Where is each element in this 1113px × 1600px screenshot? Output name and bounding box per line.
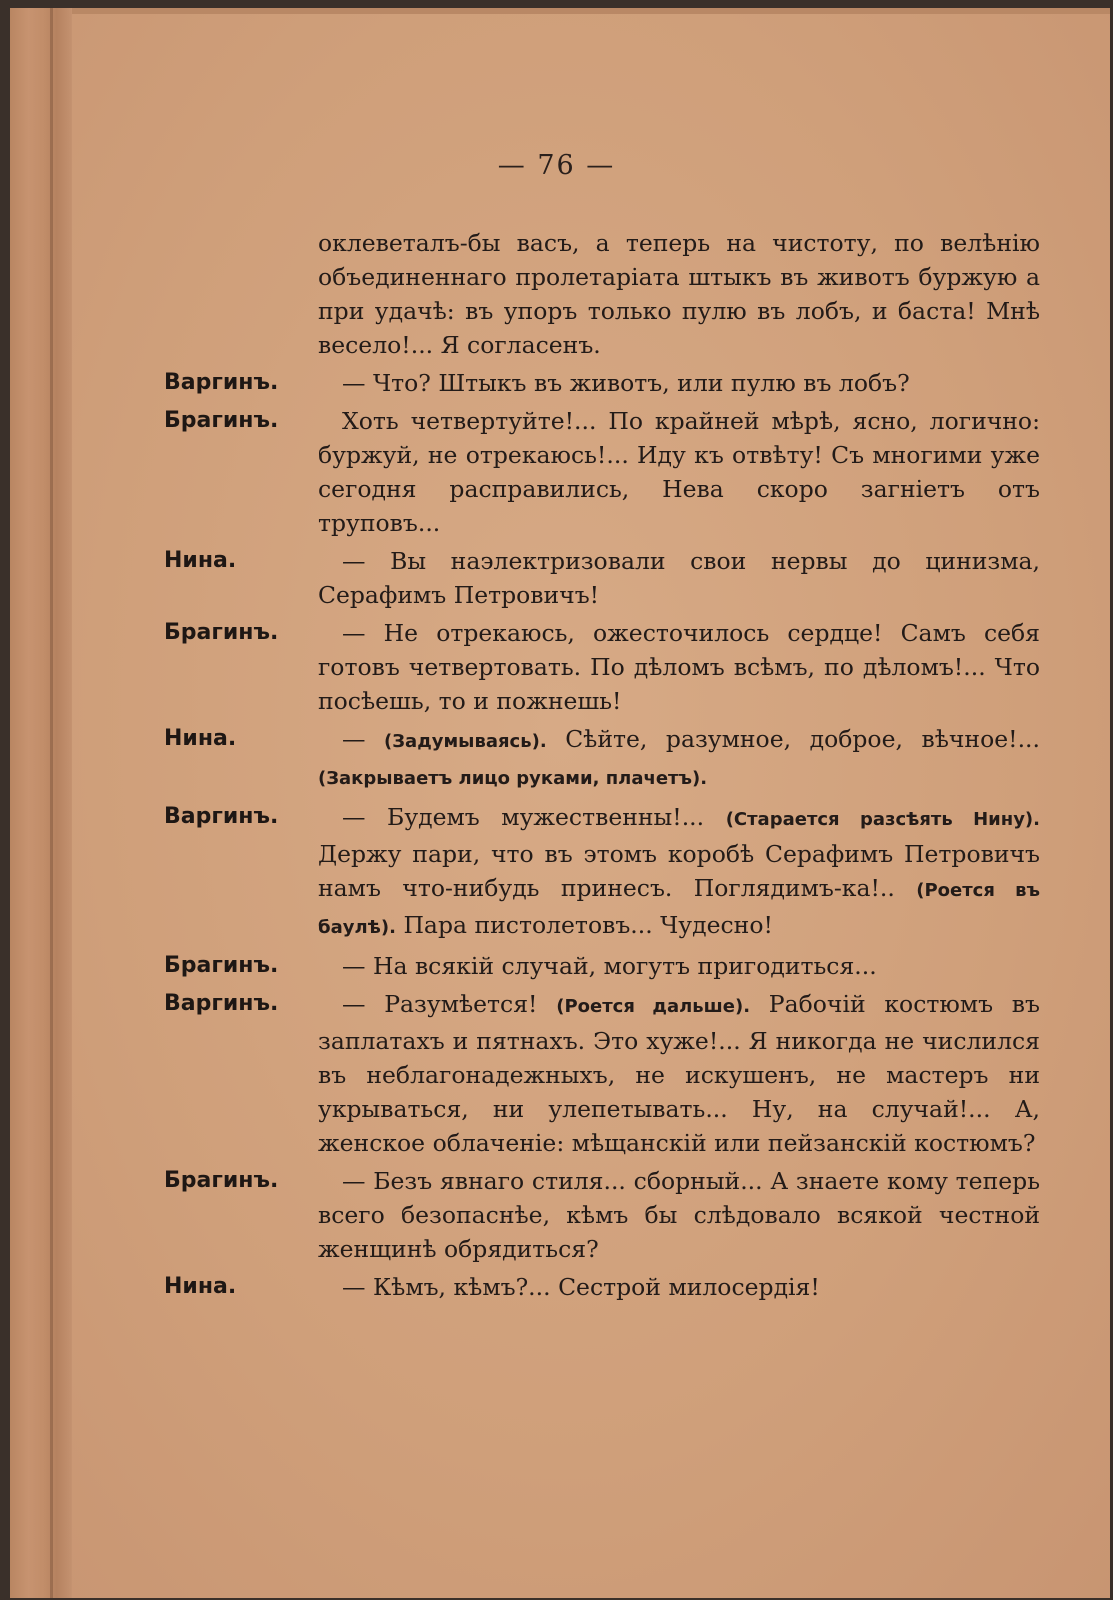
dialogue-text: Хоть четвертуйте!... По крайней мѣрѣ, ясно, логично: буржуй, не отрекаюсь!... Иду къ отвѣту! Съ многими уже сегодня расправились, Нева скоро загніетъ отъ труповъ... <box>318 407 1040 537</box>
dialogue-entry <box>0 226 1113 362</box>
dialogue-segment: — Будемъ мужественны!... <box>342 803 705 831</box>
speaker-name: Варгинъ. <box>164 991 279 1016</box>
stage-direction: (Старается разсѣять Нину). <box>725 809 1040 830</box>
speaker-name: Варгинъ. <box>164 804 279 829</box>
speaker-name: Варгинъ. <box>164 370 279 395</box>
dialogue-segment: — <box>342 725 366 753</box>
dialogue-segment: — Разумѣется! <box>342 990 538 1018</box>
dialogue-text: — На всякій случай, могутъ пригодиться... <box>342 952 877 980</box>
dialogue-segment: Пара пистолетовъ... Чудесно! <box>403 911 773 939</box>
speaker-name: Брагинъ. <box>164 953 279 978</box>
dialogue-text: — Вы наэлектризовали свои нервы до цинизма, Серафимъ Петровичъ! <box>318 547 1040 609</box>
dialogue-entry <box>0 722 1113 796</box>
dialogue-entry <box>0 800 1113 945</box>
dialogue-entry <box>0 404 1113 540</box>
page-top-edge <box>10 8 1110 14</box>
speaker-name: Нина. <box>164 1274 237 1299</box>
speaker-name: Брагинъ. <box>164 1168 279 1193</box>
stage-direction: (Закрываетъ лицо руками, плачетъ). <box>318 768 708 789</box>
stage-direction: (Задумываясь). <box>384 731 547 752</box>
dialogue-segment: Держу пари, что въ этомъ коробѣ Серафимъ Петровичъ намъ что-нибудь принесъ. Поглядимъ-ка!.. <box>318 840 1040 902</box>
dialogue-text: оклеветалъ-бы васъ, а теперь на чистоту, по велѣнію объединеннаго пролетаріата штыкъ въ животъ буржую а при удачѣ: въ упоръ только пулю въ лобъ, и баста! Мнѣ весело!... Я согласенъ. <box>318 229 1040 359</box>
dialogue-segment: Рабочій костюмъ въ заплатахъ и пятнахъ. Это хуже!... Я никогда не числился въ неблагонадежныхъ, не искушенъ, не мастеръ ни укрываться, ни улепетывать... Ну, на случай!... А, женское облаченіе: мѣщанскій или пейзанскій костюмъ? <box>318 990 1040 1157</box>
dialogue-text <box>318 987 1040 1160</box>
stage-direction: (Роется въ баулѣ). <box>318 880 1040 938</box>
dialogue-entry <box>0 1164 1113 1266</box>
speaker-name: Брагинъ. <box>164 620 279 645</box>
speaker-name: Брагинъ. <box>164 408 279 433</box>
speaker-name: Нина. <box>164 726 237 751</box>
dialogue-text: — Что? Штыкъ въ животъ, или пулю въ лобъ? <box>342 369 910 397</box>
dialogue-segment: Сѣйте, разумное, доброе, вѣчное!... <box>565 725 1040 753</box>
dialogue-text: — Не отрекаюсь, ожесточилось сердце! Самъ себя готовъ четвертовать. По дѣломъ всѣмъ, по дѣломъ!... Что посѣешь, то и пожнешь! <box>318 619 1040 715</box>
dialogue-text <box>318 800 1040 945</box>
dialogue-entry <box>0 1270 1113 1304</box>
stage-direction: (Роется дальше). <box>556 996 751 1017</box>
dialogue-text: — Безъ явнаго стиля... сборный... А знаете кому теперь всего безопаснѣе, кѣмъ бы слѣдовало всякой честной женщинѣ обрядиться? <box>318 1167 1040 1263</box>
dialogue-entry <box>0 987 1113 1160</box>
dialogue-text <box>318 722 1040 796</box>
dialogue-entry <box>0 616 1113 718</box>
speaker-name: Нина. <box>164 548 237 573</box>
dialogue-text: — Кѣмъ, кѣмъ?... Сестрой милосердія! <box>342 1273 820 1301</box>
dialogue-entry <box>0 544 1113 612</box>
dialogue-entry <box>0 366 1113 400</box>
dialogue-entry <box>0 949 1113 983</box>
page-number: — 76 — <box>497 150 616 181</box>
play-text <box>0 226 1113 1308</box>
